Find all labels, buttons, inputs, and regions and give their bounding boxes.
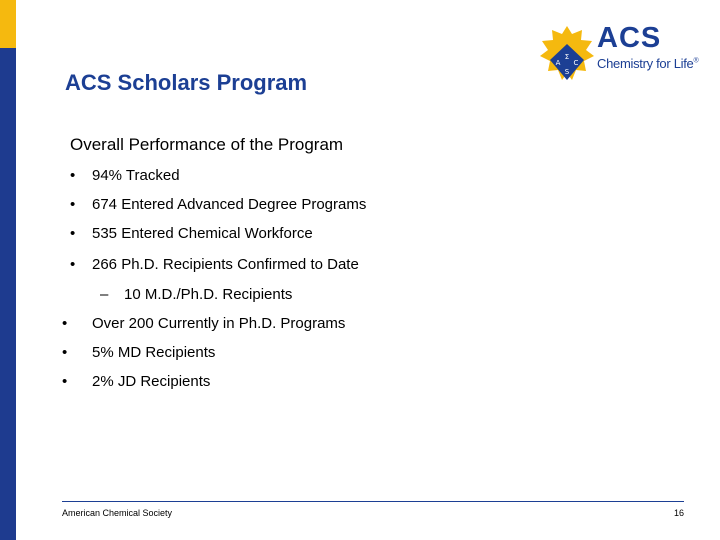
bullet-dot: • bbox=[62, 344, 68, 361]
page-number: 16 bbox=[673, 508, 684, 518]
bullet-text: 266 Ph.D. Recipients Confirmed to Date bbox=[92, 256, 359, 273]
bullet-dot: • bbox=[62, 315, 68, 332]
acs-emblem-icon bbox=[538, 24, 596, 86]
logo-tagline-text: Chemistry for Life bbox=[597, 56, 694, 71]
list-item bbox=[70, 167, 180, 185]
bullet-text: 535 Entered Chemical Workforce bbox=[92, 225, 313, 242]
bullet-text: 2% JD Recipients bbox=[92, 373, 211, 390]
bullet-dot: • bbox=[70, 167, 76, 184]
accent-bar-blue bbox=[0, 48, 16, 540]
emblem-letter-c: C bbox=[573, 59, 579, 67]
sub-bullet-text: 10 M.D./Ph.D. Recipients bbox=[124, 286, 293, 303]
list-item bbox=[62, 344, 215, 362]
slide-title: ACS Scholars Program bbox=[65, 70, 308, 95]
acs-logo bbox=[538, 22, 699, 86]
bullet-text: Over 200 Currently in Ph.D. Programs bbox=[92, 315, 346, 332]
sub-list-item bbox=[100, 286, 292, 304]
bullet-text: 674 Entered Advanced Degree Programs bbox=[92, 196, 367, 213]
trademark-symbol: ® bbox=[693, 57, 699, 65]
logo-tagline bbox=[597, 57, 698, 70]
bullet-dot: • bbox=[62, 373, 68, 390]
bullet-text: 94% Tracked bbox=[92, 167, 180, 184]
footer-divider bbox=[62, 501, 684, 502]
logo-acronym: ACS bbox=[597, 22, 662, 54]
bullet-dot: • bbox=[70, 196, 76, 213]
list-item bbox=[62, 315, 345, 333]
accent-bar-yellow bbox=[0, 0, 16, 48]
emblem-letter-sigma: Σ bbox=[564, 53, 570, 61]
emblem-letter-s: S bbox=[564, 68, 570, 76]
sub-bullet-dash: – bbox=[100, 286, 109, 303]
list-item bbox=[70, 256, 359, 274]
bullet-dot: • bbox=[70, 225, 76, 242]
list-item bbox=[70, 196, 366, 214]
list-item bbox=[62, 373, 210, 391]
slide-subtitle: Overall Performance of the Program bbox=[70, 135, 344, 154]
list-item bbox=[70, 225, 313, 243]
bullet-text: 5% MD Recipients bbox=[92, 344, 216, 361]
bullet-dot: • bbox=[70, 256, 76, 273]
emblem-letter-a: A bbox=[555, 59, 561, 67]
footer-organization: American Chemical Society bbox=[62, 508, 173, 518]
